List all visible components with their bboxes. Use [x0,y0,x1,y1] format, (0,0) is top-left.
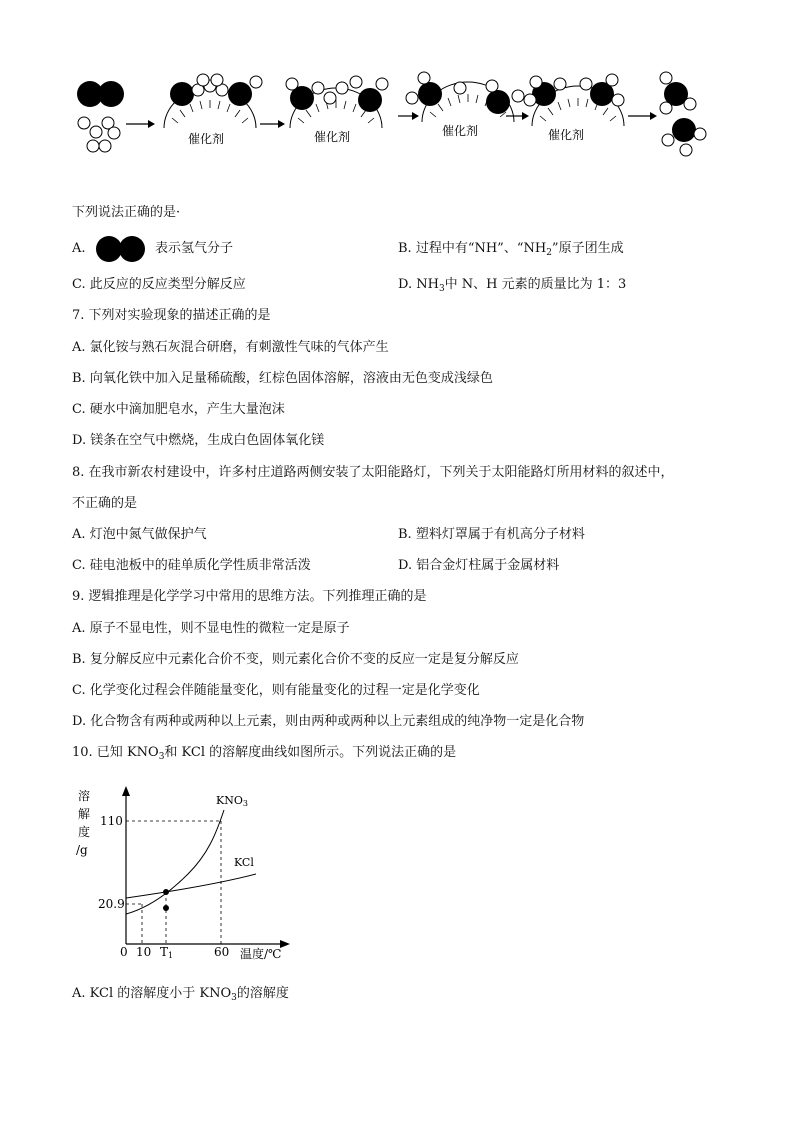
arrow-icon [506,112,529,120]
question-intro: 下列说法正确的是· [72,205,181,220]
x-tick-t1: T1 [160,945,174,960]
option-d-tail: 中 N、H 元素的质量比为 1：3 [444,277,627,292]
q9-option-d[interactable]: D. 化合物含有两种或两种以上元素，则由两种或两种以上元素组成的纯净物一定是化合物 [72,714,585,729]
y-label-2: 解 [78,807,91,821]
svg-text:催化剂: 催化剂 [548,128,585,142]
option-label: A. [72,241,86,256]
x-tick-60: 60 [214,945,230,959]
kno3-label: KNO3 [216,794,248,808]
q9-option-b[interactable]: B. 复分解反应中元素化合价不变，则元素化合价不变的反应一定是复分解反应 [72,652,519,667]
svg-text:催化剂: 催化剂 [442,124,479,138]
option-b-text: B. 过程中有“NH”、“NH [398,241,547,256]
stem-tail: 和 KCl 的溶解度曲线如图所示。下列说法正确的是 [164,745,457,760]
q10-stem [72,745,456,765]
kcl-curve [126,874,256,898]
q7-option-c[interactable]: C. 硬水中滴加肥皂水，产生大量泡沫 [72,402,285,417]
svg-text:催化剂: 催化剂 [314,130,351,144]
q8-option-b[interactable]: B. 塑料灯罩属于有机高分子材料 [398,527,585,542]
arrow-icon [398,112,419,120]
y-axis-arrow [122,786,130,796]
q9-option-a[interactable]: A. 原子不显电性，则不显电性的微粒一定是原子 [72,621,350,636]
arrow-icon [126,120,155,128]
x-tick-10: 10 [136,945,152,959]
subscript: 3 [231,993,237,1003]
point-below [163,905,169,911]
option-b-tail: ”原子团生成 [551,241,624,256]
subscript: 3 [158,752,165,762]
arrow-icon [260,120,285,128]
q6-option-a[interactable] [72,241,86,257]
arrow-icon [628,112,657,120]
y-label-1: 溶 [78,789,91,803]
q8-option-d[interactable]: D. 铝合金灯柱属于金属材料 [398,558,560,573]
kno3-curve [126,810,224,914]
subscript: 2 [546,248,552,258]
product-molecules [660,72,706,156]
q9-option-c[interactable]: C. 化学变化过程会伴随能量变化，则有能量变化的过程一定是化学变化 [72,683,480,698]
hydrogen-molecule-icon [94,234,148,264]
q8-option-c[interactable]: C. 硅电池板中的硅单质化学性质非常活泼 [72,558,311,573]
reactant-molecules [77,81,124,152]
catalyst-stage-4 [524,74,624,142]
subscript: 3 [438,284,445,294]
y-tick-110: 110 [100,814,123,828]
catalyst-stage-1 [164,74,262,146]
q8-option-a[interactable]: A. 灯泡中氮气做保护气 [72,527,207,542]
q9-stem: 9. 逻辑推理是化学学习中常用的思维方法。下列推理正确的是 [72,589,427,604]
option-d-text: D. NH [398,277,439,292]
solubility-chart [68,784,308,969]
option-a-text: A. KCl 的溶解度小于 KNO [72,986,232,1001]
q7-stem: 7. 下列对实验现象的描述正确的是 [72,308,271,323]
q6-option-a-text: 表示氢气分子 [155,241,234,256]
q6-option-b[interactable] [398,241,624,261]
y-label-4: /g [76,843,88,857]
x-axis-arrow [280,940,290,948]
q10-option-a[interactable] [72,986,289,1006]
x-tick-0: 0 [120,945,128,959]
reaction-diagram [60,60,740,170]
q7-option-b[interactable]: B. 向氧化铁中加入足量稀硫酸，红棕色固体溶解，溶液由无色变成浅绿色 [72,371,493,386]
q6-option-d[interactable] [398,277,626,297]
q7-option-a[interactable]: A. 氯化铵与熟石灰混合研磨，有刺激性气味的气体产生 [72,340,389,355]
kcl-label: KCl [234,856,254,869]
catalyst-stage-2 [286,76,388,144]
q6-option-c[interactable]: C. 此反应的反应类型分解反应 [72,277,246,292]
q7-option-d[interactable]: D. 镁条在空气中燃烧，生成白色固体氧化镁 [72,433,325,448]
catalyst-stage-3 [406,72,524,138]
intersection-point [163,889,169,895]
q8-stem-line2: 不正确的是 [72,496,138,511]
q8-stem-line1: 8. 在我市新农村建设中，许多村庄道路两侧安装了太阳能路灯，下列关于太阳能路灯所用材料的叙述中， [72,465,674,480]
y-tick-20-9: 20.9 [98,897,125,911]
option-a-tail: 的溶解度 [236,986,289,1001]
x-axis-label: 温度/℃ [240,947,282,961]
stem-text: 10. 已知 KNO [72,745,159,760]
y-label-3: 度 [78,825,91,839]
svg-text:催化剂: 催化剂 [188,132,225,146]
